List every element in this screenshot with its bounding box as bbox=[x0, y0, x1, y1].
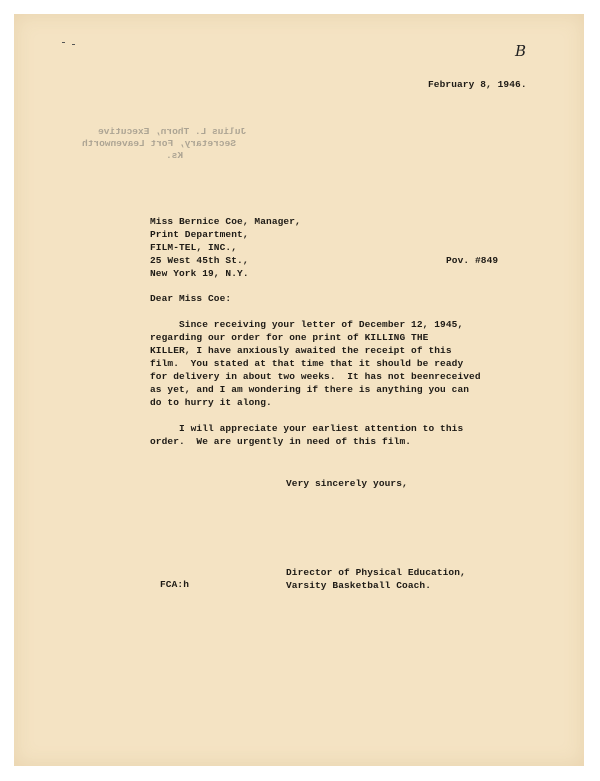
typist-initials: FCA:h bbox=[160, 579, 190, 590]
complimentary-closing: Very sincerely yours, bbox=[286, 478, 408, 489]
reference-number: Pov. #849 bbox=[446, 255, 499, 266]
salutation: Dear Miss Coe: bbox=[150, 293, 232, 304]
speck bbox=[62, 42, 65, 43]
handwritten-mark: B bbox=[515, 42, 527, 60]
date-line: February 8, 1946. bbox=[428, 79, 527, 90]
letter-page: B February 8, 1946. Julius L. Thorn, Executive Secretary, Fort Leavenworth Ks. Miss Bernice Coe, Manager, Print Department, FILM-TEL, INC., 25 West 45th St., New York 19, N.Y. Pov. #849 Dear Miss Coe: Since receiving your letter of December 12, 1945, regarding our order for one print of KILLING THE KILLER, I have anxiously awaited the receipt of this film. You stated at that time that it should be ready for delivery in about two weeks. It has not beenreceived as yet, and I am wondering if there is anything you can do to hurry it along. I will appreciate your earliest attention to this order. We are urgently in need of this film. Very sincerely yours, Director of Physical Education, Varsity Basketball Coach. FCA:h bbox=[14, 14, 584, 766]
speck bbox=[72, 44, 75, 45]
